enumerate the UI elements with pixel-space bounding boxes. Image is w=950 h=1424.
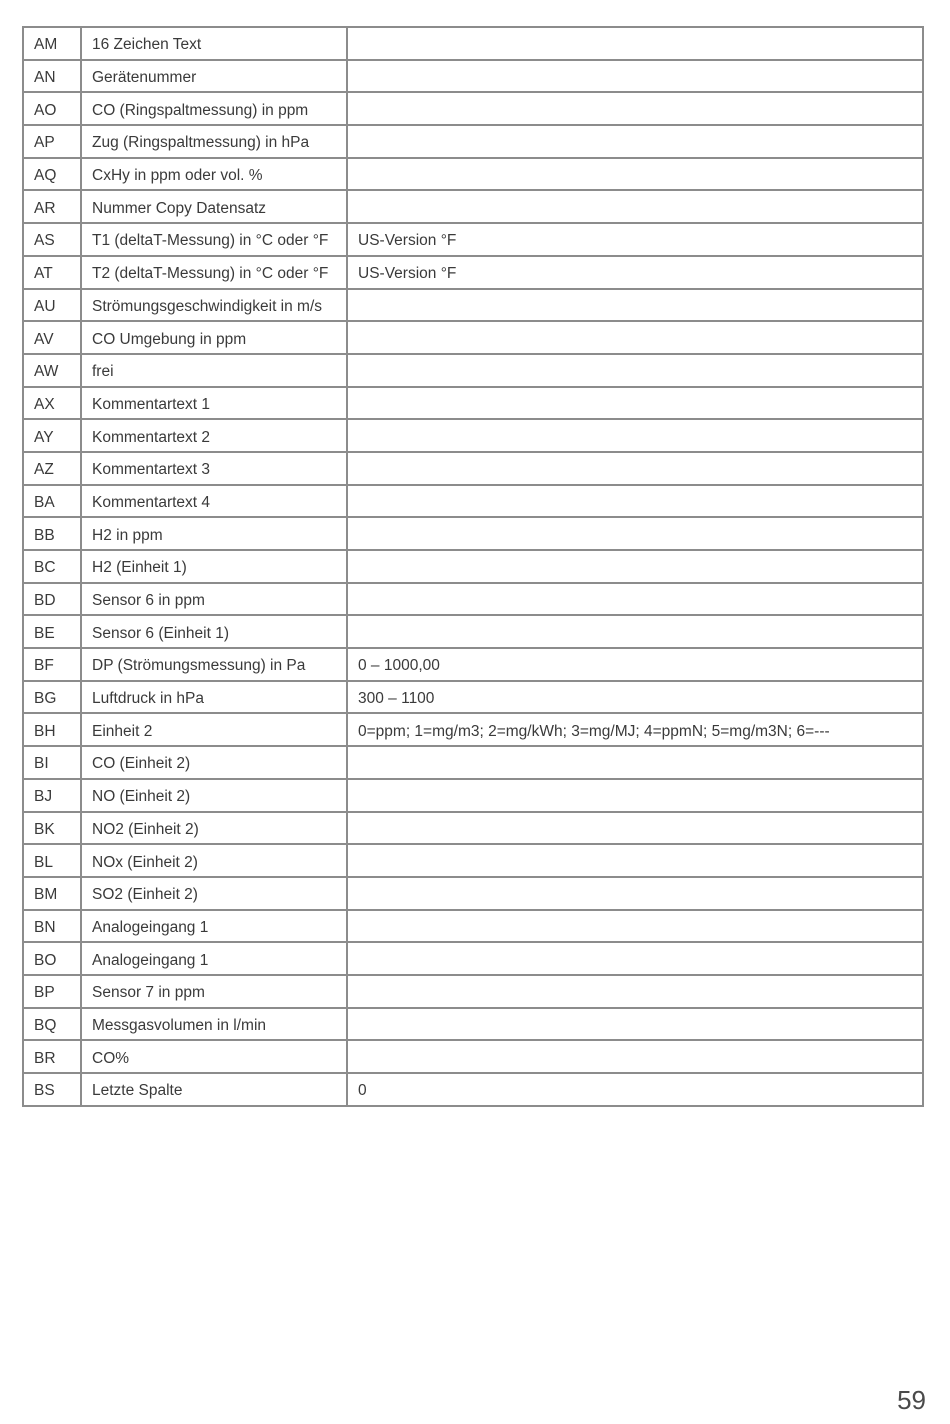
description-cell: Messgasvolumen in l/min <box>81 1008 347 1041</box>
column-code-cell: BB <box>23 517 81 550</box>
note-cell <box>347 289 923 322</box>
description-cell: Sensor 6 in ppm <box>81 583 347 616</box>
note-cell <box>347 125 923 158</box>
description-cell: Luftdruck in hPa <box>81 681 347 714</box>
table-row <box>23 648 923 681</box>
description-cell: T2 (deltaT-Messung) in °C oder °F <box>81 256 347 289</box>
column-definition-table <box>22 26 924 1107</box>
table-row <box>23 60 923 93</box>
note-cell <box>347 550 923 583</box>
column-code-cell: BJ <box>23 779 81 812</box>
description-cell: Sensor 7 in ppm <box>81 975 347 1008</box>
column-code-cell: BM <box>23 877 81 910</box>
description-cell: NOx (Einheit 2) <box>81 844 347 877</box>
note-cell <box>347 1040 923 1073</box>
table-row <box>23 681 923 714</box>
table-row <box>23 289 923 322</box>
column-code-cell: AY <box>23 419 81 452</box>
table-row <box>23 321 923 354</box>
column-code-cell: AR <box>23 190 81 223</box>
description-cell: NO (Einheit 2) <box>81 779 347 812</box>
note-cell <box>347 485 923 518</box>
description-cell: H2 (Einheit 1) <box>81 550 347 583</box>
description-cell: CO (Einheit 2) <box>81 746 347 779</box>
table-row <box>23 452 923 485</box>
description-cell: Letzte Spalte <box>81 1073 347 1106</box>
description-cell: SO2 (Einheit 2) <box>81 877 347 910</box>
column-code-cell: AU <box>23 289 81 322</box>
description-cell: Zug (Ringspaltmessung) in hPa <box>81 125 347 158</box>
column-code-cell: BN <box>23 910 81 943</box>
column-code-cell: AS <box>23 223 81 256</box>
description-cell: CO (Ringspaltmessung) in ppm <box>81 92 347 125</box>
description-cell: DP (Strömungsmessung) in Pa <box>81 648 347 681</box>
table-body <box>23 27 923 1106</box>
note-cell: US-Version °F <box>347 256 923 289</box>
table-row <box>23 485 923 518</box>
note-cell <box>347 746 923 779</box>
table-row <box>23 158 923 191</box>
note-cell <box>347 615 923 648</box>
note-cell <box>347 517 923 550</box>
description-cell: 16 Zeichen Text <box>81 27 347 60</box>
description-cell: Strömungsgeschwindigkeit in m/s <box>81 289 347 322</box>
note-cell <box>347 419 923 452</box>
note-cell <box>347 1008 923 1041</box>
column-code-cell: AV <box>23 321 81 354</box>
description-cell: Kommentartext 1 <box>81 387 347 420</box>
description-cell: NO2 (Einheit 2) <box>81 812 347 845</box>
note-cell <box>347 975 923 1008</box>
note-cell <box>347 387 923 420</box>
note-cell: US-Version °F <box>347 223 923 256</box>
table-row <box>23 975 923 1008</box>
note-cell: 0=ppm; 1=mg/m3; 2=mg/kWh; 3=mg/MJ; 4=ppmN; 5=mg/m3N; 6=--- <box>347 713 923 746</box>
description-cell: Gerätenummer <box>81 60 347 93</box>
column-code-cell: AW <box>23 354 81 387</box>
column-code-cell: BO <box>23 942 81 975</box>
table-row <box>23 1073 923 1106</box>
column-code-cell: AM <box>23 27 81 60</box>
table-row <box>23 615 923 648</box>
column-code-cell: AT <box>23 256 81 289</box>
table-row <box>23 387 923 420</box>
note-cell: 0 <box>347 1073 923 1106</box>
note-cell <box>347 779 923 812</box>
description-cell: Nummer Copy Datensatz <box>81 190 347 223</box>
note-cell <box>347 321 923 354</box>
table-row <box>23 256 923 289</box>
column-code-cell: BG <box>23 681 81 714</box>
table-row <box>23 844 923 877</box>
description-cell: frei <box>81 354 347 387</box>
note-cell <box>347 27 923 60</box>
note-cell <box>347 190 923 223</box>
column-code-cell: AN <box>23 60 81 93</box>
note-cell: 300 – 1100 <box>347 681 923 714</box>
column-code-cell: AO <box>23 92 81 125</box>
table-row <box>23 910 923 943</box>
description-cell: Sensor 6 (Einheit 1) <box>81 615 347 648</box>
table-row <box>23 190 923 223</box>
table-row <box>23 550 923 583</box>
column-code-cell: BK <box>23 812 81 845</box>
column-code-cell: BH <box>23 713 81 746</box>
table-row <box>23 517 923 550</box>
note-cell <box>347 877 923 910</box>
column-code-cell: BC <box>23 550 81 583</box>
description-cell: Kommentartext 4 <box>81 485 347 518</box>
table-row <box>23 223 923 256</box>
table-row <box>23 779 923 812</box>
table-row <box>23 1008 923 1041</box>
table-row <box>23 92 923 125</box>
note-cell <box>347 942 923 975</box>
column-code-cell: BS <box>23 1073 81 1106</box>
table-row <box>23 877 923 910</box>
note-cell <box>347 583 923 616</box>
table-row <box>23 713 923 746</box>
description-cell: H2 in ppm <box>81 517 347 550</box>
note-cell <box>347 910 923 943</box>
description-cell: T1 (deltaT-Messung) in °C oder °F <box>81 223 347 256</box>
column-code-cell: AX <box>23 387 81 420</box>
note-cell: 0 – 1000,00 <box>347 648 923 681</box>
description-cell: Einheit 2 <box>81 713 347 746</box>
description-cell: Analogeingang 1 <box>81 942 347 975</box>
table-row <box>23 746 923 779</box>
column-code-cell: AP <box>23 125 81 158</box>
column-code-cell: BP <box>23 975 81 1008</box>
table-row <box>23 419 923 452</box>
note-cell <box>347 60 923 93</box>
column-code-cell: BQ <box>23 1008 81 1041</box>
note-cell <box>347 158 923 191</box>
description-cell: CxHy in ppm oder vol. % <box>81 158 347 191</box>
table-row <box>23 125 923 158</box>
page-number: 59 <box>897 1385 926 1415</box>
column-code-cell: AQ <box>23 158 81 191</box>
description-cell: Kommentartext 2 <box>81 419 347 452</box>
description-cell: Analogeingang 1 <box>81 910 347 943</box>
column-code-cell: BD <box>23 583 81 616</box>
table-row <box>23 354 923 387</box>
table-row <box>23 812 923 845</box>
column-code-cell: BA <box>23 485 81 518</box>
column-code-cell: BE <box>23 615 81 648</box>
table-row <box>23 942 923 975</box>
column-code-cell: BI <box>23 746 81 779</box>
table-row <box>23 1040 923 1073</box>
column-code-cell: AZ <box>23 452 81 485</box>
column-code-cell: BL <box>23 844 81 877</box>
table-row <box>23 27 923 60</box>
note-cell <box>347 452 923 485</box>
description-cell: CO% <box>81 1040 347 1073</box>
table-row <box>23 583 923 616</box>
description-cell: CO Umgebung in ppm <box>81 321 347 354</box>
description-cell: Kommentartext 3 <box>81 452 347 485</box>
column-code-cell: BF <box>23 648 81 681</box>
note-cell <box>347 812 923 845</box>
column-code-cell: BR <box>23 1040 81 1073</box>
note-cell <box>347 844 923 877</box>
note-cell <box>347 92 923 125</box>
note-cell <box>347 354 923 387</box>
